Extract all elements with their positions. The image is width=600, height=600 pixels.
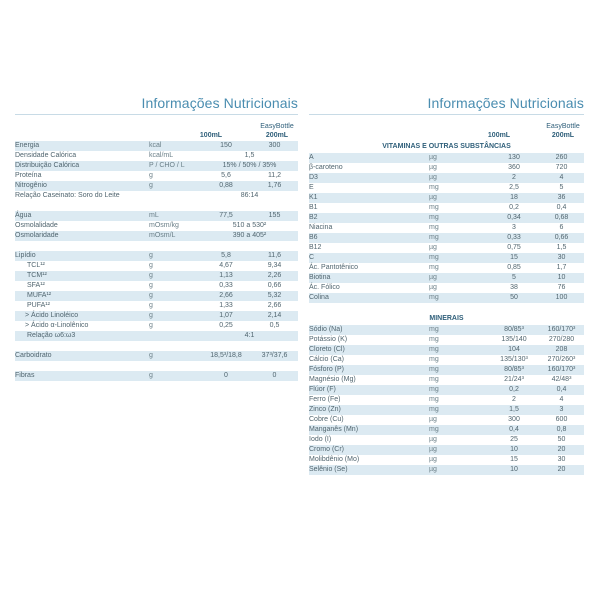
- nutrient-value-200ml: 0,66: [539, 233, 584, 243]
- nutrient-value-100ml: 0,25: [219, 322, 233, 329]
- nutrient-value-200ml: 1,7: [556, 264, 567, 271]
- nutrient-label: Carboidrato: [15, 351, 149, 361]
- nutrient-row: [15, 151, 298, 161]
- nutrient-label: C: [309, 253, 429, 263]
- spacer-cell: [15, 241, 298, 251]
- nutrient-label: Relação ω6:ω3: [15, 331, 149, 341]
- nutrient-value-200ml: 160/170³: [539, 365, 584, 375]
- nutrient-value-100ml: 80/85³: [489, 365, 539, 375]
- nutrient-label: Cloreto (Cl): [309, 345, 429, 355]
- nutrient-label: Sódio (Na): [309, 325, 429, 335]
- nutrient-unit: mg: [429, 365, 489, 375]
- nutrient-label: Ác. Fólico: [309, 284, 340, 291]
- nutrient-label: B12: [309, 244, 322, 251]
- nutrient-label: TCL¹²: [27, 262, 45, 269]
- nutrient-unit: g: [149, 172, 153, 179]
- nutrient-row: [15, 371, 298, 381]
- nutrient-row: [309, 223, 584, 233]
- nutrient-value-100ml: 4,67: [219, 262, 233, 269]
- nutrient-value-100ml: 0,2: [509, 204, 519, 211]
- nutrient-value-200ml: 155: [251, 211, 298, 221]
- nutrient-unit: µg: [429, 193, 489, 203]
- nutrient-row: [15, 301, 298, 311]
- nutrient-unit: mg: [429, 356, 439, 363]
- nutrient-row: [15, 181, 298, 191]
- right-column-header: [309, 119, 584, 141]
- nutrient-unit: µg: [429, 465, 489, 475]
- nutrient-row: [309, 335, 584, 345]
- nutrient-value-200ml: 4: [559, 396, 564, 403]
- nutrient-value-200ml: 6: [559, 224, 564, 231]
- nutrient-unit: g: [149, 262, 153, 269]
- nutrient-value-200ml: 208: [539, 345, 584, 355]
- nutrient-row: [309, 465, 584, 475]
- nutrient-value-100ml: 15: [510, 456, 518, 463]
- nutrient-unit: µg: [429, 436, 437, 443]
- nutrient-unit: g: [149, 371, 201, 381]
- nutrient-value-100ml: 104: [489, 345, 539, 355]
- nutrient-label: A: [309, 153, 429, 163]
- nutrient-unit: g: [149, 181, 201, 191]
- nutrient-value-100ml: 2,66: [201, 291, 251, 301]
- nutrient-row: [309, 243, 584, 253]
- nutrient-value-100ml: 135/130³: [500, 356, 528, 363]
- nutrient-row: [309, 435, 584, 445]
- nutrient-row: [309, 173, 584, 183]
- nutrient-row: [15, 351, 298, 361]
- nutrient-value-100ml: 5,6: [221, 172, 231, 179]
- nutrient-value-100ml: 1,33: [219, 302, 233, 309]
- nutrient-value-200ml: 100: [539, 293, 584, 303]
- nutrient-row: [15, 221, 298, 231]
- nutrient-label: Proteína: [15, 172, 42, 179]
- nutrient-row: [309, 263, 584, 273]
- right-panel-title: Informações Nutricionais: [427, 95, 584, 111]
- nutrient-row: [15, 271, 298, 281]
- nutrient-value-100ml: 5: [489, 273, 539, 283]
- spacer-cell: [309, 303, 584, 313]
- left-col2-brand: EasyBottle: [260, 123, 294, 130]
- nutrient-unit: kcal: [149, 141, 201, 151]
- nutrient-unit: mL: [149, 211, 201, 221]
- nutrient-value-100ml: 80/85³: [489, 325, 539, 335]
- nutrient-value-200ml: 2,14: [251, 311, 298, 321]
- row-spacer: [15, 201, 298, 211]
- nutrient-unit: g: [149, 311, 201, 321]
- nutrient-value-200ml: 0,5: [269, 322, 280, 329]
- right-nutrition-table: [309, 141, 584, 475]
- nutrient-value-200ml: 5,32: [251, 291, 298, 301]
- nutrient-value-100ml: 1,07: [201, 311, 251, 321]
- nutrient-value-shared: 86:14: [240, 192, 259, 199]
- row-spacer: [15, 241, 298, 251]
- nutrient-unit: µg: [429, 244, 437, 251]
- nutrient-label: > Ácido Linoléico: [15, 311, 149, 321]
- nutrient-value-200ml: 0,66: [267, 282, 282, 289]
- nutrient-row: [15, 321, 298, 331]
- nutrient-label: B2: [309, 213, 429, 223]
- nutrient-value-100ml: 300: [508, 416, 520, 423]
- nutrient-value-100ml: 1,5: [489, 405, 539, 415]
- nutrient-label: Zinco (Zn): [309, 405, 429, 415]
- nutrient-label: Relação Caseinato: Soro do Leite: [15, 192, 120, 199]
- nutrient-row: [15, 261, 298, 271]
- nutrient-unit: mg: [429, 264, 439, 271]
- right-title-divider: [309, 114, 584, 115]
- nutrient-label: MUFA¹²: [15, 291, 149, 301]
- nutrient-unit: mg: [429, 293, 489, 303]
- nutrient-value-shared: 1,5: [244, 152, 255, 159]
- row-spacer: [15, 341, 298, 351]
- spacer-cell: [15, 201, 298, 211]
- nutrient-value-shared: 510 a 530²: [232, 222, 267, 229]
- nutrient-label: Nitrogênio: [15, 181, 149, 191]
- nutrient-value-200ml: 0,4: [556, 204, 567, 211]
- nutrient-value-200ml: 42/48³: [551, 376, 572, 383]
- nutrient-value-100ml: 1,13: [201, 271, 251, 281]
- nutrient-unit: g: [149, 302, 153, 309]
- nutrient-label: Manganês (Mn): [309, 425, 429, 435]
- nutrient-label: > Ácido α-Linolênico: [25, 322, 89, 329]
- nutrient-value-200ml: 0,8: [539, 425, 584, 435]
- nutrient-unit: µg: [429, 173, 489, 183]
- nutrient-value-100ml: 0,4: [489, 425, 539, 435]
- nutrient-value-200ml: 0: [251, 371, 298, 381]
- nutrient-unit: g: [149, 282, 153, 289]
- nutrient-label: Energia: [15, 141, 149, 151]
- right-col2-header: 200mL: [551, 132, 575, 139]
- right-col2-brand: EasyBottle: [546, 123, 580, 130]
- nutrient-label: Osmolalidade: [15, 222, 58, 229]
- nutrient-label: Osmolaridade: [15, 231, 149, 241]
- nutrient-label: PUFA¹²: [27, 302, 50, 309]
- nutrient-value-100ml: 10: [489, 445, 539, 455]
- nutrient-row: [309, 425, 584, 435]
- right-col1-header: 100mL: [487, 132, 511, 139]
- nutrient-value-shared: 390 a 405²: [201, 231, 298, 241]
- nutrient-row: [15, 191, 298, 201]
- nutrient-row: [309, 233, 584, 243]
- nutrient-value-200ml: 5: [559, 184, 564, 191]
- nutrient-value-200ml: 260: [539, 153, 584, 163]
- nutrient-row: [15, 251, 298, 261]
- nutrient-label: β-caroteno: [309, 164, 343, 171]
- nutrient-value-100ml: 360: [508, 164, 520, 171]
- nutrient-row: [309, 345, 584, 355]
- nutrient-unit: mg: [429, 336, 439, 343]
- nutrient-label: Ferro (Fe): [309, 396, 341, 403]
- nutrient-value-200ml: 76: [557, 284, 566, 291]
- nutrient-unit: µg: [429, 445, 489, 455]
- nutrient-value-200ml: 0,68: [539, 213, 584, 223]
- nutrient-value-100ml: 0,2: [489, 385, 539, 395]
- nutrient-unit: P / CHO / L: [149, 161, 201, 171]
- nutrient-value-100ml: 15: [489, 253, 539, 263]
- row-spacer: [309, 303, 584, 313]
- nutrient-label: Água: [15, 211, 149, 221]
- nutrient-row: [15, 311, 298, 321]
- nutrient-unit: mg: [429, 425, 489, 435]
- nutrient-unit: [149, 331, 201, 341]
- nutrient-value-100ml: 18: [489, 193, 539, 203]
- nutrient-value-200ml: 3: [539, 405, 584, 415]
- nutrient-unit: mg: [429, 345, 489, 355]
- nutrient-unit: g: [149, 271, 201, 281]
- nutrient-value-100ml: 130: [489, 153, 539, 163]
- nutrient-label: Molibdênio (Mo): [309, 456, 360, 463]
- nutrient-row: [309, 163, 584, 173]
- nutrient-unit: µg: [429, 273, 489, 283]
- nutrient-value-200ml: 11,6: [251, 251, 298, 261]
- nutrient-unit: µg: [429, 153, 489, 163]
- nutrient-label: D3: [309, 173, 429, 183]
- nutrient-value-200ml: 10: [539, 273, 584, 283]
- nutrient-row: [309, 325, 584, 335]
- nutrient-row: [309, 395, 584, 405]
- spacer-cell: [15, 361, 298, 371]
- nutrient-label: SFA¹²: [27, 282, 45, 289]
- left-col2-header: 200mL: [265, 132, 289, 139]
- nutrient-value-100ml: 77,5: [201, 211, 251, 221]
- nutrient-row: [309, 213, 584, 223]
- left-nutrition-panel: [15, 94, 298, 381]
- nutrient-label: Niacina: [309, 224, 333, 231]
- nutrient-value-100ml: 2,5: [509, 184, 519, 191]
- nutrient-unit: g: [149, 351, 201, 361]
- nutrient-unit: mg: [429, 376, 439, 383]
- nutrient-value-100ml: 2: [512, 396, 516, 403]
- nutrient-value-100ml: 0,88: [201, 181, 251, 191]
- nutrient-unit: mg: [429, 396, 439, 403]
- nutrient-row: [309, 405, 584, 415]
- nutrient-value-200ml: 36: [539, 193, 584, 203]
- nutrient-label: Fósforo (P): [309, 365, 429, 375]
- nutrient-row: [309, 355, 584, 365]
- nutrient-row: [15, 211, 298, 221]
- nutrient-unit: mOsm/L: [149, 231, 201, 241]
- right-nutrition-panel: [309, 94, 584, 475]
- left-panel-title: Informações Nutricionais: [141, 95, 298, 111]
- nutrient-row: [309, 365, 584, 375]
- nutrient-value-200ml: 300: [251, 141, 298, 151]
- left-column-header: [15, 119, 298, 141]
- nutrient-value-100ml: 10: [489, 465, 539, 475]
- nutrient-row: [15, 231, 298, 241]
- nutrient-row: [309, 445, 584, 455]
- nutrient-unit: mg: [429, 385, 489, 395]
- nutrient-value-200ml: 50: [557, 436, 566, 443]
- nutrient-value-200ml: 20: [539, 465, 584, 475]
- nutrient-value-200ml: 20: [539, 445, 584, 455]
- nutrient-row: [15, 331, 298, 341]
- nutrient-row: [309, 193, 584, 203]
- nutrient-unit: kcal/mL: [149, 152, 174, 159]
- nutrient-unit: mg: [429, 233, 489, 243]
- nutrient-value-200ml: 160/170³: [539, 325, 584, 335]
- nutrient-unit: mg: [429, 184, 439, 191]
- nutrient-label: Biotina: [309, 273, 429, 283]
- nutrient-value-200ml: 270/260³: [547, 356, 576, 363]
- nutrient-value-200ml: 1,76: [251, 181, 298, 191]
- nutrient-value-100ml: 5,8: [201, 251, 251, 261]
- nutrient-unit: g: [149, 322, 153, 329]
- section-title: VITAMINAS E OUTRAS SUBSTÂNCIAS: [382, 143, 511, 150]
- nutrient-label: Densidade Calórica: [15, 152, 77, 159]
- nutrient-label: Distribuição Calórica: [15, 161, 149, 171]
- nutrient-label: E: [309, 184, 314, 191]
- nutrient-unit: g: [149, 291, 201, 301]
- section-header: [309, 141, 584, 153]
- nutrient-label: Colina: [309, 293, 429, 303]
- nutrient-row: [309, 293, 584, 303]
- nutrient-value-100ml: 25: [510, 436, 518, 443]
- nutrient-unit: mg: [429, 213, 489, 223]
- nutrient-value-200ml: 0,4: [539, 385, 584, 395]
- nutrient-value-100ml: 50: [489, 293, 539, 303]
- spacer-cell: [15, 341, 298, 351]
- nutrient-value-200ml: 720: [555, 164, 568, 171]
- nutrient-unit: µg: [429, 284, 437, 291]
- nutrient-label: Lipídio: [15, 251, 149, 261]
- nutrient-value-100ml: 150: [201, 141, 251, 151]
- nutrient-row: [15, 281, 298, 291]
- nutrient-row: [15, 161, 298, 171]
- nutrient-value-200ml: 9,34: [267, 262, 282, 269]
- left-nutrition-table: [15, 141, 298, 381]
- nutrient-value-100ml: 0,33: [219, 282, 233, 289]
- nutrient-row: [309, 375, 584, 385]
- nutrient-label: TCM¹²: [15, 271, 149, 281]
- nutrient-row: [309, 455, 584, 465]
- nutrient-label: Selênio (Se): [309, 465, 429, 475]
- nutrient-label: Cromo (Cr): [309, 445, 429, 455]
- nutrient-unit: mg: [429, 224, 439, 231]
- nutrient-row: [15, 171, 298, 181]
- nutrient-label: Potássio (K): [309, 336, 348, 343]
- left-col1-header: 100mL: [199, 132, 223, 139]
- nutrient-value-100ml: 38: [510, 284, 518, 291]
- nutrient-row: [309, 203, 584, 213]
- nutrient-unit: mOsm/kg: [149, 222, 179, 229]
- nutrient-label: B6: [309, 233, 429, 243]
- nutrient-label: Cálcio (Ca): [309, 356, 345, 363]
- nutrient-label: Flúor (F): [309, 385, 429, 395]
- nutrient-value-200ml: 2,66: [267, 302, 282, 309]
- nutrient-value-100ml: 0,75: [507, 244, 521, 251]
- nutrient-unit: mg: [429, 405, 489, 415]
- nutrient-value-200ml: 11,2: [267, 172, 282, 179]
- nutrient-row: [309, 183, 584, 193]
- nutrient-row: [15, 291, 298, 301]
- nutrient-unit: µg: [429, 456, 437, 463]
- nutrient-row: [15, 141, 298, 151]
- nutrient-value-100ml: 0: [201, 371, 251, 381]
- nutrient-label: B1: [309, 204, 318, 211]
- nutrient-unit: µg: [429, 164, 437, 171]
- nutrient-value-200ml: 600: [555, 416, 568, 423]
- nutrient-row: [309, 385, 584, 395]
- nutrient-value-100ml: 135/140: [501, 336, 527, 343]
- nutrient-value-shared: 4:1: [201, 331, 298, 341]
- nutrient-row: [309, 273, 584, 283]
- nutrient-value-200ml: 37³/37,6: [251, 351, 298, 361]
- nutrient-unit: mg: [429, 253, 489, 263]
- nutrient-value-100ml: 0,33: [489, 233, 539, 243]
- nutrient-row: [309, 153, 584, 163]
- nutrient-label: Iodo (I): [309, 436, 332, 443]
- nutrient-value-200ml: 2,26: [251, 271, 298, 281]
- nutrient-value-100ml: 21/24³: [504, 376, 524, 383]
- nutrient-label: Fibras: [15, 371, 149, 381]
- nutrient-value-200ml: 30: [539, 253, 584, 263]
- nutrient-label: Ác. Pantotênico: [309, 264, 359, 271]
- section-title: MINERAIS: [429, 315, 464, 322]
- left-title-divider: [15, 114, 298, 115]
- nutrient-unit: g: [149, 251, 201, 261]
- nutrient-value-200ml: 1,5: [556, 244, 567, 251]
- nutrient-row: [309, 253, 584, 263]
- nutrient-label: Cobre (Cu): [309, 416, 344, 423]
- section-header: [309, 313, 584, 325]
- nutrient-value-200ml: 30: [557, 456, 566, 463]
- nutrient-value-shared: 15% / 50% / 35%: [201, 161, 298, 171]
- row-spacer: [15, 361, 298, 371]
- nutrient-label: Magnésio (Mg): [309, 376, 356, 383]
- nutrient-value-100ml: 3: [512, 224, 516, 231]
- nutrient-unit: µg: [429, 416, 437, 423]
- nutrient-unit: [149, 191, 201, 201]
- nutrient-unit: mg: [429, 204, 439, 211]
- nutrient-value-200ml: 270/280: [548, 336, 575, 343]
- nutrient-unit: mg: [429, 325, 489, 335]
- nutrient-value-200ml: 4: [539, 173, 584, 183]
- nutrient-row: [309, 283, 584, 293]
- nutrient-label: K1: [309, 193, 429, 203]
- nutrient-value-100ml: 0,85: [507, 264, 521, 271]
- nutrient-value-100ml: 2: [489, 173, 539, 183]
- nutrient-value-100ml: 0,34: [489, 213, 539, 223]
- nutrient-row: [309, 415, 584, 425]
- nutrient-value-100ml: 18,5³/18,8: [201, 351, 251, 361]
